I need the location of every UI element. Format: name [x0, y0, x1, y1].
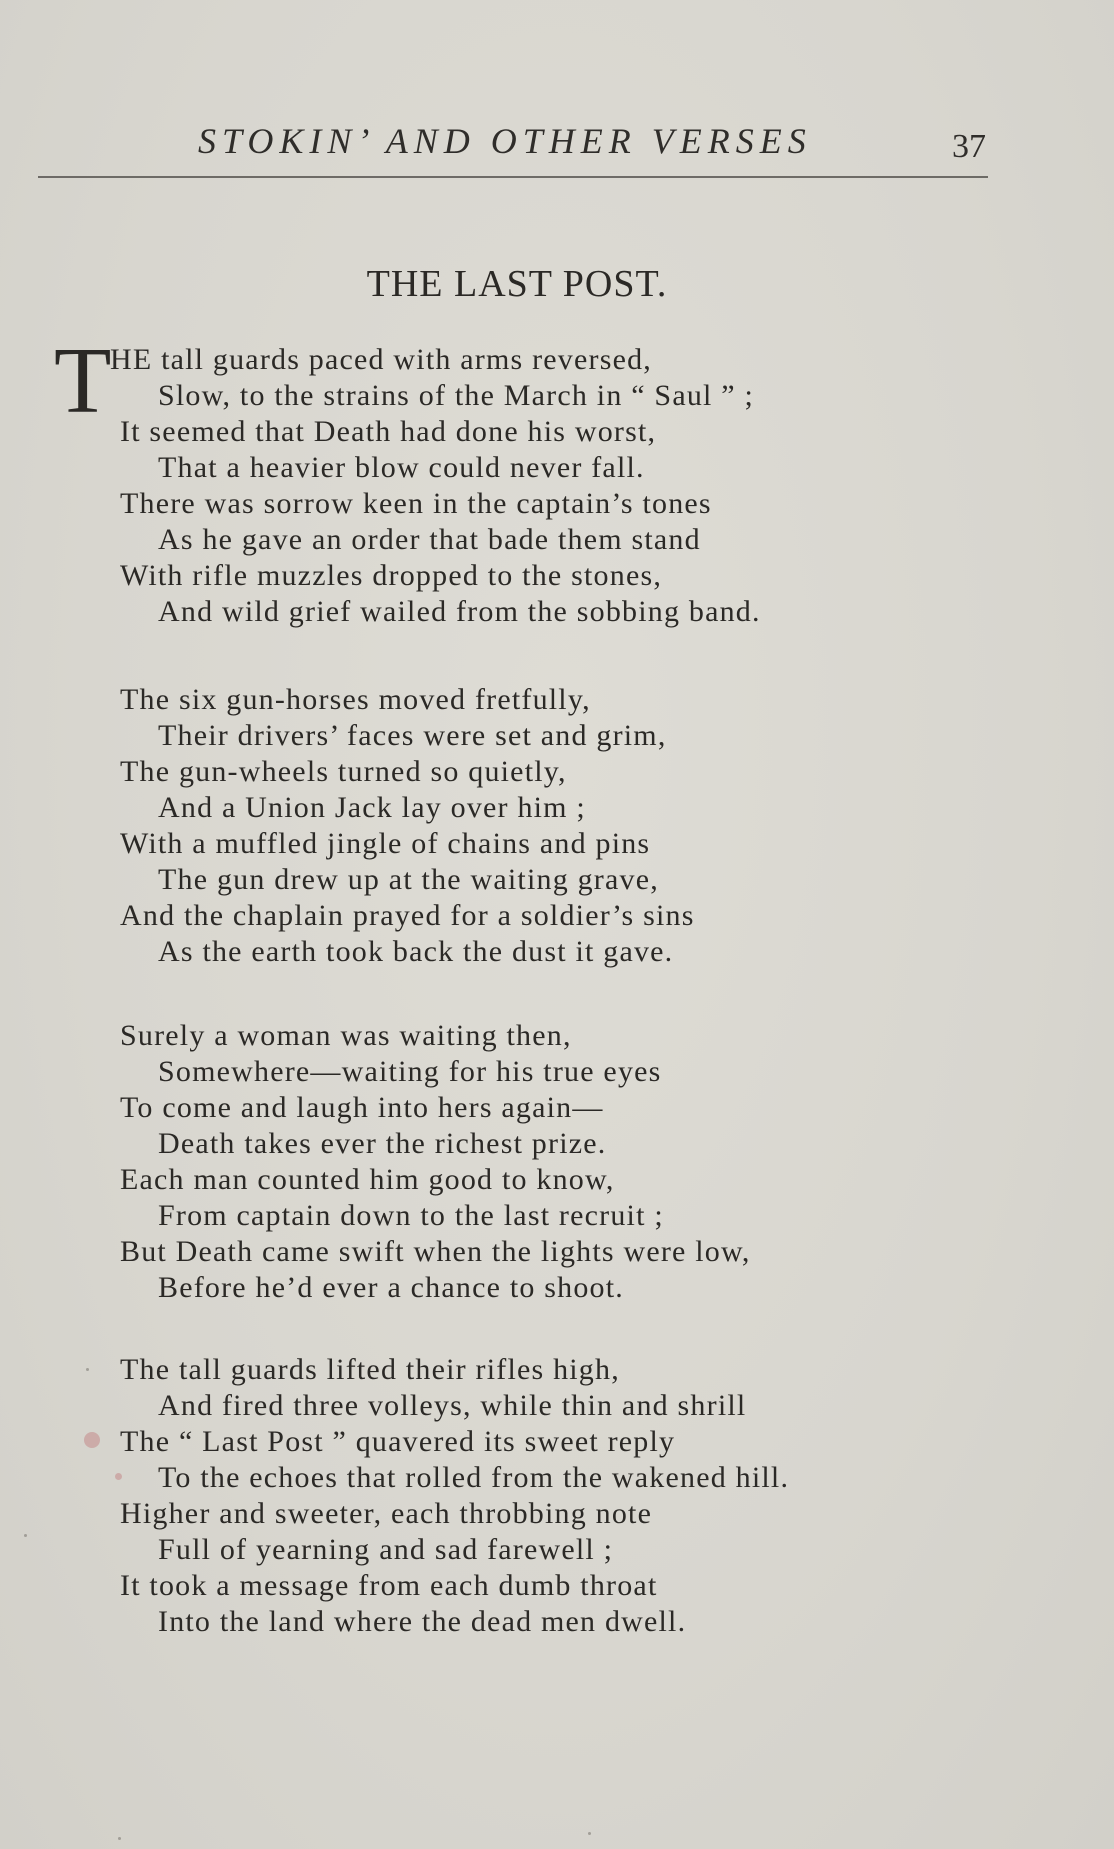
poem-line: With rifle muzzles dropped to the stones,	[120, 559, 663, 592]
poem-line: Their drivers’ faces were set and grim,	[158, 719, 667, 752]
poem-line: The “ Last Post ” quavered its sweet reply	[120, 1425, 676, 1458]
ink-stain	[84, 1432, 100, 1448]
poem-line: To the echoes that rolled from the wakened hill.	[158, 1461, 790, 1494]
poem-line: And a Union Jack lay over him ;	[158, 791, 586, 824]
poem-line: To come and laugh into hers again—	[120, 1091, 604, 1124]
poem-line: Each man counted him good to know,	[120, 1163, 615, 1196]
poem-line: Somewhere—waiting for his true eyes	[158, 1055, 662, 1088]
poem-line: Full of yearning and sad farewell ;	[158, 1533, 614, 1566]
page-number: 37	[952, 128, 986, 165]
poem-line: Surely a woman was waiting then,	[120, 1019, 572, 1052]
poem-line: Death takes ever the richest prize.	[158, 1127, 607, 1160]
poem-line: It seemed that Death had done his worst,	[120, 415, 657, 448]
poem-line: From captain down to the last recruit ;	[158, 1199, 664, 1232]
poem-line: That a heavier blow could never fall.	[158, 451, 645, 484]
poem-line: As the earth took back the dust it gave.	[158, 935, 674, 968]
poem-line: But Death came swift when the lights were low,	[120, 1235, 751, 1268]
poem-line: Higher and sweeter, each throbbing note	[120, 1497, 653, 1530]
paper-speck	[24, 1534, 27, 1537]
poem-line: The gun-wheels turned so quietly,	[120, 755, 567, 788]
drop-cap: T	[54, 329, 112, 433]
paper-speck	[86, 1368, 89, 1371]
poem-line: Into the land where the dead men dwell.	[158, 1605, 687, 1638]
poem-line: And fired three volleys, while thin and shrill	[158, 1389, 747, 1422]
poem-line: Slow, to the strains of the March in “ Saul ” ;	[158, 379, 755, 412]
poem-line: It took a message from each dumb throat	[120, 1569, 658, 1602]
paper-speck	[118, 1837, 121, 1840]
poem-line: As he gave an order that bade them stand	[158, 523, 701, 556]
poem-line: There was sorrow keen in the captain’s tones	[120, 487, 712, 520]
poem-line: The six gun-horses moved fretfully,	[120, 683, 591, 716]
poem-line: HE tall guards paced with arms reversed,	[110, 343, 652, 376]
poem-line: And the chaplain prayed for a soldier’s sins	[120, 899, 695, 932]
running-header-title: STOKIN’ AND OTHER VERSES	[198, 121, 812, 161]
ink-stain	[115, 1473, 122, 1480]
poem-title: THE LAST POST.	[366, 263, 668, 305]
header-rule	[38, 176, 988, 178]
poem-line: And wild grief wailed from the sobbing band.	[158, 595, 761, 628]
poem-line: With a muffled jingle of chains and pins	[120, 827, 651, 860]
paper-speck	[588, 1832, 591, 1835]
poem-line: The gun drew up at the waiting grave,	[158, 863, 659, 896]
poem-line: Before he’d ever a chance to shoot.	[158, 1271, 624, 1304]
poem-line: The tall guards lifted their rifles high,	[120, 1353, 620, 1386]
